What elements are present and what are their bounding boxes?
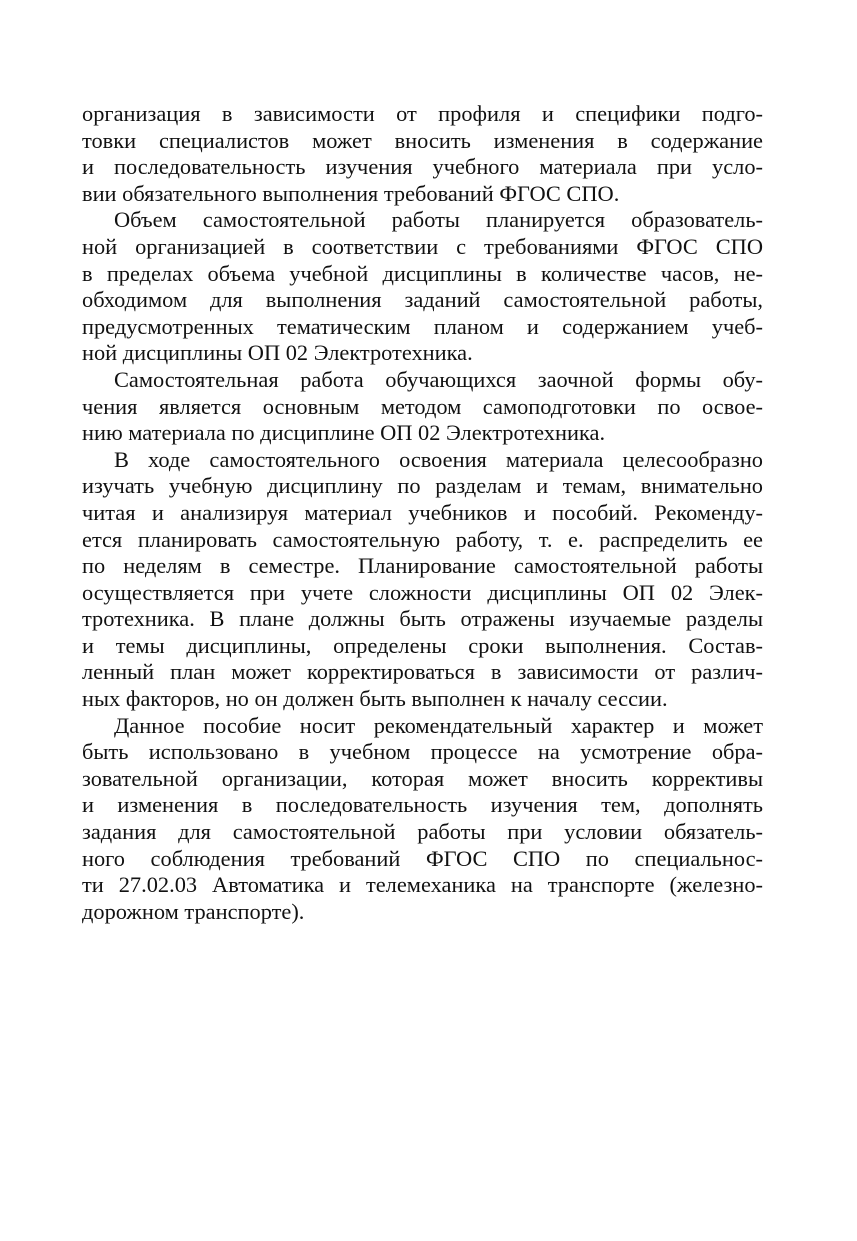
text-line: ти 27.02.03 Автоматика и телемеханика на транспорте (железно-: [82, 872, 763, 898]
text-line: и последовательность изучения учебного материала при усло-: [82, 154, 763, 180]
paragraph-3: [82, 367, 763, 447]
text-line: осуществляется при учете сложности дисциплины ОП 02 Элек-: [82, 579, 763, 605]
text-line: Объем самостоятельной работы планируется образователь-: [114, 207, 763, 233]
paragraph-4: [82, 447, 763, 713]
text-line: и темы дисциплины, определены сроки выполнения. Состав-: [82, 632, 763, 658]
text-line: товки специалистов может вносить изменения в содержание: [82, 127, 763, 153]
text-line: ной организацией в соответствии с требованиями ФГОС СПО: [82, 233, 763, 259]
paragraph-2: [82, 207, 763, 367]
text-line: читая и анализируя материал учебников и пособий. Рекоменду-: [82, 499, 763, 525]
text-line: тротехника. В плане должны быть отражены изучаемые разделы: [82, 606, 763, 632]
text-line: ется планировать самостоятельную работу, т. е. распределить ее: [82, 526, 763, 552]
text-line: ленный план может корректироваться в зависимости от различ-: [82, 659, 763, 685]
text-line: задания для самостоятельной работы при условии обязатель-: [82, 819, 763, 845]
text-line: обходимом для выполнения заданий самостоятельной работы,: [82, 287, 763, 313]
text-line: быть использовано в учебном процессе на усмотрение обра-: [82, 739, 763, 765]
paragraph-1: [82, 101, 763, 207]
text-line: нию материала по дисциплине ОП 02 Электротехника.: [82, 420, 606, 446]
text-line: чения является основным методом самоподготовки по освое-: [82, 393, 763, 419]
text-line: и изменения в последовательность изучения тем, дополнять: [82, 792, 763, 818]
text-line: предусмотренных тематическим планом и содержанием учеб-: [82, 313, 763, 339]
text-line: изучать учебную дисциплину по разделам и темам, внимательно: [82, 473, 763, 499]
text-line: ного соблюдения требований ФГОС СПО по специальнос-: [82, 845, 763, 871]
text-line: Данное пособие носит рекомендательный характер и может: [114, 712, 763, 738]
text-line: по неделям в семестре. Планирование самостоятельной работы: [82, 553, 763, 579]
text-line: дорожном транспорте).: [82, 898, 305, 924]
text-line: организация в зависимости от профиля и специфики подго-: [82, 101, 763, 126]
text-line: ной дисциплины ОП 02 Электротехника.: [82, 340, 473, 366]
document-page: [82, 101, 763, 925]
text-line: ных факторов, но он должен быть выполнен к началу сессии.: [82, 686, 668, 712]
paragraph-5: [82, 713, 763, 926]
text-line: зовательной организации, которая может вносить коррективы: [82, 765, 763, 791]
text-line: в пределах объема учебной дисциплины в количестве часов, не-: [82, 260, 763, 286]
text-line: В ходе самостоятельного освоения материала целесообразно: [114, 446, 763, 472]
text-line: вии обязательного выполнения требований ФГОС СПО.: [82, 180, 620, 206]
text-line: Самостоятельная работа обучающихся заочной формы обу-: [114, 366, 763, 392]
